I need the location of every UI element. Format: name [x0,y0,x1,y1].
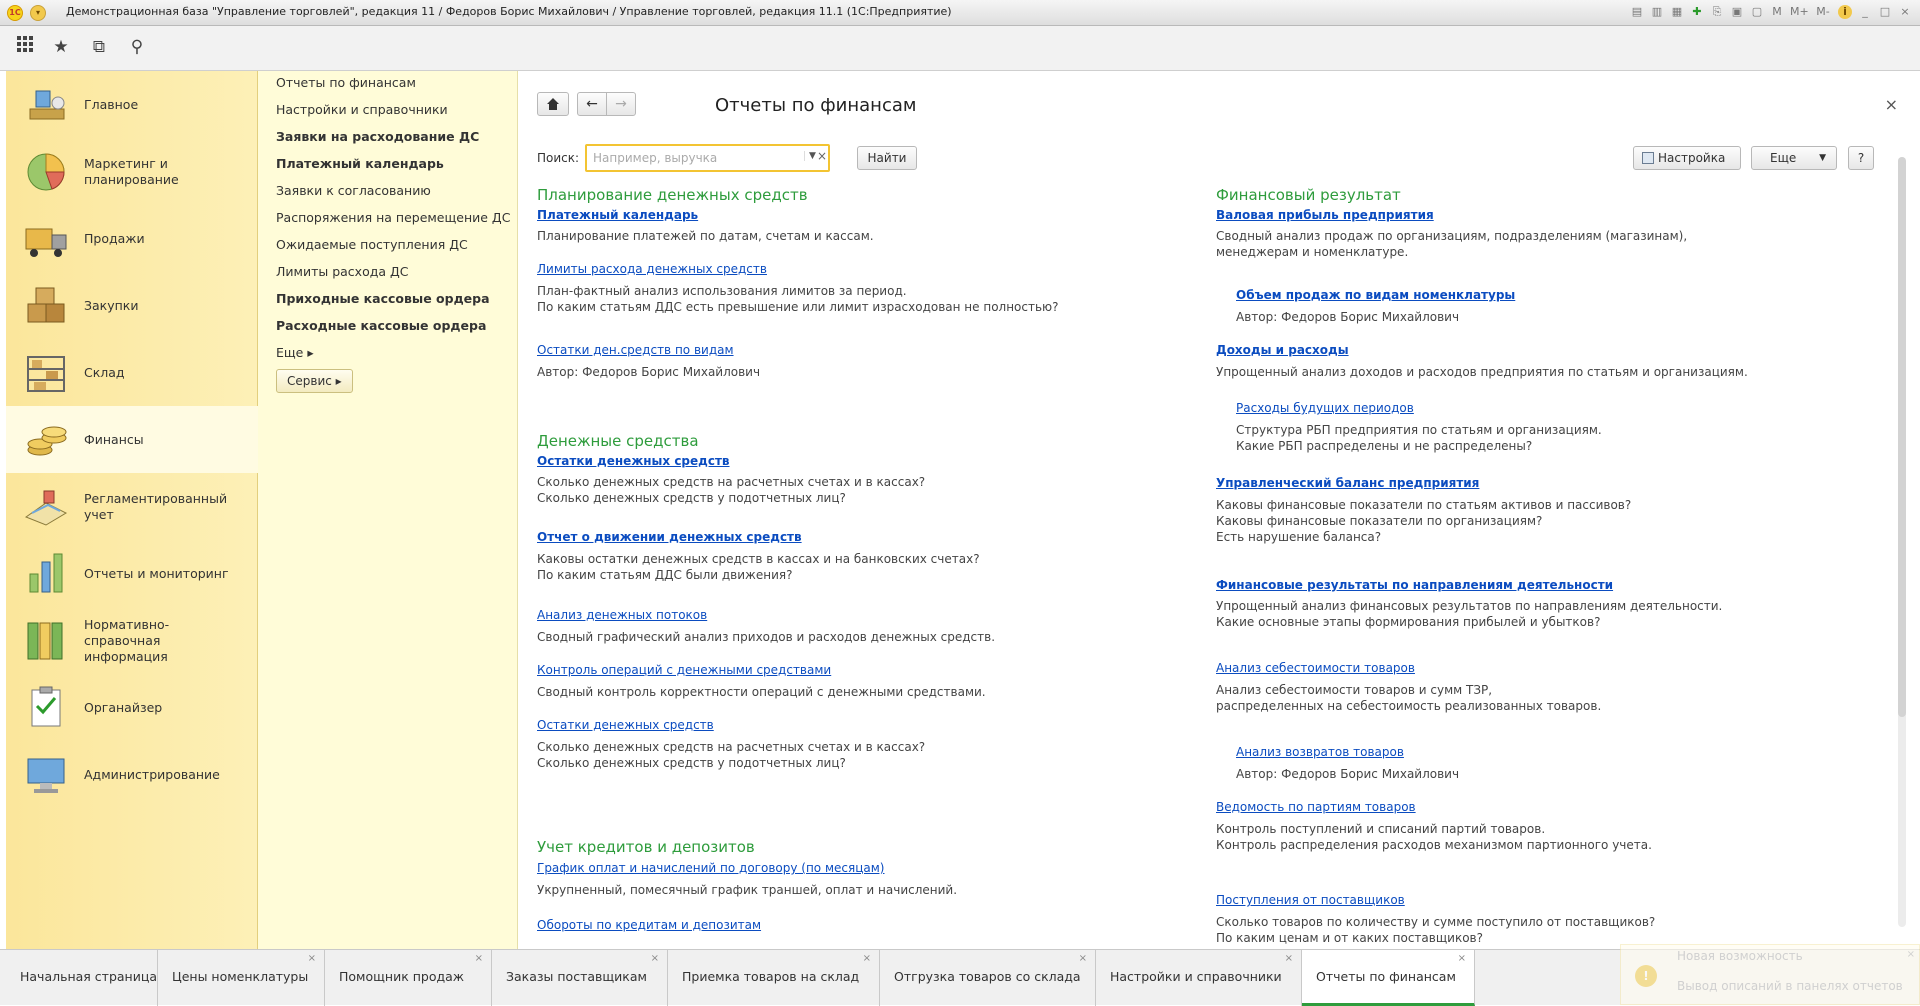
report-description: Сколько денежных средств у подотчетных лиц? [537,491,846,505]
section-organizer[interactable] [6,674,258,741]
tb-calendar-icon[interactable]: ▢ [1751,5,1763,18]
truck-icon [22,215,70,263]
tab-close-icon[interactable]: × [862,953,871,964]
section-administration[interactable] [6,741,258,808]
report-author: Автор: Федоров Борис Михайлович [1236,310,1460,324]
tb-mminus-button[interactable]: M- [1816,5,1830,18]
close-window-button[interactable]: × [1900,5,1910,18]
tb-favorite-icon[interactable]: ✚ [1692,5,1702,18]
report-link[interactable]: Контроль операций с денежными средствами [537,663,832,677]
group-title: Учет кредитов и депозитов [537,838,755,856]
report-link[interactable]: Ведомость по партиям товаров [1216,800,1416,814]
report-description: Контроль поступлений и списаний партий товаров. [1216,822,1546,836]
tb-print-icon[interactable]: ▤ [1631,5,1643,18]
report-link[interactable]: Доходы и расходы [1216,343,1349,357]
report-description: Упрощенный анализ доходов и расходов предприятия по статьям и организациям. [1216,365,1748,379]
window-titlebar [0,0,1920,26]
vertical-scrollbar[interactable] [1898,157,1906,927]
section-marketing[interactable] [6,138,258,205]
section-label: Органайзер [84,699,163,715]
report-description: Есть нарушение баланса? [1216,530,1382,544]
search-field [585,144,830,172]
report-description: Анализ себестоимости товаров и сумм ТЗР, [1216,683,1493,697]
report-panel-form [518,71,1920,949]
section-label: Отчеты и мониторинг [84,565,229,581]
report-description: Структура РБП предприятия по статьям и организациям. [1236,423,1602,437]
binders-icon [22,617,70,665]
report-description: Контроль распределения расходов механизмом партионного учета. [1216,838,1652,852]
titlebar-controls [1630,4,1912,20]
nav-item-expected-receipts[interactable]: Ожидаемые поступления ДС [276,237,468,252]
forward-arrow-icon[interactable]: → [606,92,636,116]
report-link[interactable]: Объем продаж по видам номенклатуры [1236,288,1516,302]
more-button-label: Еще [1770,151,1797,165]
main-toolbar [0,26,1920,71]
warehouse-icon [22,349,70,397]
tab-label: Заказы поставщикам [506,969,647,984]
report-link[interactable]: Анализ возвратов товаров [1236,745,1404,759]
tab-close-icon[interactable]: × [1078,953,1087,964]
report-link[interactable]: Расходы будущих периодов [1236,401,1414,415]
ledger-icon [22,483,70,531]
report-link[interactable]: Финансовые результаты по направлениям деятельности [1216,578,1614,592]
report-description: Каковы финансовые показатели по организациям? [1216,514,1543,528]
tab-label: Помощник продаж [339,969,465,984]
tab-finance-reports[interactable] [1302,950,1475,1006]
report-description: Каковы остатки денежных средств в кассах и на банковских счетах? [537,552,980,566]
notification-title: Новая возможность [1677,949,1803,963]
tab-label: Начальная страница [20,969,157,984]
tab-sales-assistant[interactable] [325,950,492,1006]
report-link[interactable]: Остатки денежных средств [537,454,730,468]
tb-preview-icon[interactable]: ▥ [1651,5,1663,18]
tab-label: Настройки и справочники [1110,969,1282,984]
page-title: Отчеты по финансам [715,95,917,116]
nav-item-settings[interactable]: Настройки и справочники [276,102,448,117]
report-description: По каким ценам и от каких поставщиков? [1216,931,1483,945]
section-label: Регламентированный учет [84,490,228,522]
tab-close-icon[interactable]: × [1457,953,1466,964]
settings-form-icon [1642,152,1654,164]
report-link[interactable]: Поступления от поставщиков [1216,893,1405,907]
nav-item-requests-approval[interactable]: Заявки к согласованию [276,183,431,198]
chevron-down-icon: ▼ [1819,153,1826,163]
home-desk-icon [22,81,70,129]
report-description: Сколько денежных средств на расчетных счетах и в кассах? [537,740,926,754]
section-warehouse[interactable] [6,339,258,406]
notification-close-icon[interactable]: × [1906,949,1915,960]
section-label: Склад [84,364,125,380]
search-clear-icon[interactable]: × [817,149,828,163]
report-link[interactable]: Остатки ден.средств по видам [537,343,734,357]
section-finance[interactable] [6,406,258,473]
report-description: Сколько товаров по количеству и сумме поступило от поставщиков? [1216,915,1656,929]
tab-close-icon[interactable]: × [650,953,659,964]
main-menu-icon[interactable]: ▾ [30,5,46,21]
clipboard-icon [22,684,70,732]
report-link[interactable]: Анализ себестоимости товаров [1216,661,1415,675]
nav-item-transfer-orders[interactable]: Распоряжения на перемещение ДС [276,210,511,225]
section-label: Нормативно-справочная информация [84,616,170,664]
search-label: Поиск: [537,151,580,165]
maximize-button[interactable]: □ [1879,5,1891,18]
tab-label: Отгрузка товаров со склада [894,969,1081,984]
report-description: Упрощенный анализ финансовых результатов по направлениям деятельности. [1216,599,1723,613]
boxes-icon [22,282,70,330]
report-link[interactable]: Управленческий баланс предприятия [1216,476,1480,490]
section-label: Закупки [84,297,139,313]
notification-text: Вывод описаний в панелях отчетов [1677,979,1903,993]
tb-link-icon[interactable]: ⎘ [1712,5,1722,18]
report-link[interactable]: Обороты по кредитам и депозитам [537,918,762,932]
history-icon[interactable]: ⧉ [92,37,106,57]
tab-settings-references[interactable] [1096,950,1302,1006]
home-button[interactable] [537,92,569,116]
sections-panel [6,71,258,949]
report-description: Сводный графический анализ приходов и расходов денежных средств. [537,630,996,644]
report-description: Сколько денежных средств на расчетных счетах и в кассах? [537,475,926,489]
section-reference-info[interactable] [6,607,258,674]
tab-close-icon[interactable]: × [1284,953,1293,964]
1c-logo-icon[interactable]: 1С [7,5,23,21]
tb-calc-icon[interactable]: ▣ [1731,5,1743,18]
section-main[interactable] [6,71,258,138]
section-regulated-accounting[interactable] [6,473,258,540]
report-description: менеджерам и номенклатуре. [1216,245,1409,259]
computer-icon [22,751,70,799]
bar-chart-icon [22,550,70,598]
report-description: Сводный анализ продаж по организациям, подразделениям (магазинам), [1216,229,1688,243]
report-description: Каковы финансовые показатели по статьям активов и пассивов? [1216,498,1632,512]
report-description: Сводный контроль корректности операций с денежными средствами. [537,685,986,699]
tab-goods-shipment[interactable] [880,950,1096,1006]
section-label: Администрирование [84,766,220,782]
service-button[interactable]: Сервис ▸ [276,369,353,393]
tab-close-icon[interactable]: × [307,953,316,964]
nav-more-link[interactable]: Еще ▸ [276,345,314,360]
nav-item-payment-calendar[interactable]: Платежный календарь [276,156,444,171]
section-label: Маркетинг и планирование [84,155,179,187]
nav-item-cash-expense-orders[interactable]: Расходные кассовые ордера [276,318,487,333]
report-description: Сколько денежных средств у подотчетных лиц? [537,756,846,770]
nav-item-spending-requests[interactable]: Заявки на расходование ДС [276,129,480,144]
notification-info-icon: ! [1635,965,1657,987]
section-label: Главное [84,96,139,112]
search-dropdown-icon[interactable]: ▼ [804,151,816,161]
report-link[interactable]: Остатки денежных средств [537,718,714,732]
info-icon[interactable]: i [1838,5,1852,19]
find-button[interactable]: Найти [857,146,917,170]
tab-supplier-orders[interactable] [492,950,668,1006]
report-link[interactable]: График оплат и начислений по договору (по месяцам) [537,861,885,875]
settings-button[interactable] [1633,146,1741,170]
section-navigation [258,71,518,949]
search-input[interactable] [591,149,771,167]
tab-home-page[interactable] [6,950,158,1006]
report-description: По каким статьям ДДС были движения? [537,568,793,582]
group-title: Планирование денежных средств [537,186,808,204]
tab-label: Цены номенклатуры [172,969,309,984]
minimize-button[interactable]: _ [1862,5,1868,18]
report-link[interactable]: Отчет о движении денежных средств [537,530,802,544]
nav-item-spending-limits[interactable]: Лимиты расхода ДС [276,264,409,279]
section-label: Финансы [84,431,144,447]
group-title: Финансовый результат [1216,186,1401,204]
report-link[interactable]: Платежный календарь [537,208,699,222]
nav-item-cash-receipt-orders[interactable]: Приходные кассовые ордера [276,291,490,306]
tab-close-icon[interactable]: × [474,953,483,964]
report-description: Укрупненный, помесячный график траншей, оплат и начислений. [537,883,958,897]
report-description: По каким статьям ДДС есть превышение или лимит израсходован не полностью? [537,300,1059,314]
help-button[interactable]: ? [1848,146,1874,170]
report-author: Автор: Федоров Борис Михайлович [537,365,761,379]
report-description: Какие основные этапы формирования прибылей и убытков? [1216,615,1601,629]
close-form-button[interactable]: × [1884,95,1898,114]
report-author: Автор: Федоров Борис Михайлович [1236,767,1460,781]
tb-m-button[interactable]: M [1772,5,1782,18]
coins-icon [22,416,70,464]
tab-goods-receipt[interactable] [668,950,880,1006]
section-sales[interactable] [6,205,258,272]
pie-chart-icon [22,148,70,196]
nav-item-finance-reports[interactable]: Отчеты по финансам [276,75,416,90]
favorites-star-icon[interactable]: ★ [53,37,69,57]
report-description: План-фактный анализ использования лимитов за период. [537,284,907,298]
more-button[interactable] [1751,146,1837,170]
tab-label: Отчеты по финансам [1316,969,1456,984]
all-functions-grid-icon[interactable] [14,36,36,58]
tab-label: Приемка товаров на склад [682,969,860,984]
tab-prices[interactable] [158,950,325,1006]
report-description: Планирование платежей по датам, счетам и кассам. [537,229,874,243]
report-link[interactable]: Анализ денежных потоков [537,608,708,622]
tb-save-icon[interactable]: ▦ [1671,5,1683,18]
notification-popup[interactable] [1620,944,1920,1005]
section-label: Продажи [84,230,145,246]
settings-button-label: Настройка [1658,151,1726,165]
report-description: Какие РБП распределены и не распределены? [1236,439,1533,453]
report-link[interactable]: Валовая прибыль предприятия [1216,208,1434,222]
window-title: Демонстрационная база "Управление торговлей", редакция 11 / Федоров Борис Михайлович / Управление торговлей, редакция 11.1 (1С:Предприятие) [66,5,952,18]
section-purchases[interactable] [6,272,258,339]
group-title: Денежные средства [537,432,699,450]
search-icon[interactable]: ⚲ [130,37,144,57]
back-arrow-icon[interactable]: ← [577,92,607,116]
report-link[interactable]: Лимиты расхода денежных средств [537,262,767,276]
scrollbar-thumb[interactable] [1898,157,1906,717]
section-reports[interactable] [6,540,258,607]
report-description: распределенных на себестоимость реализованных товаров. [1216,699,1602,713]
tb-mplus-button[interactable]: M+ [1790,5,1809,18]
